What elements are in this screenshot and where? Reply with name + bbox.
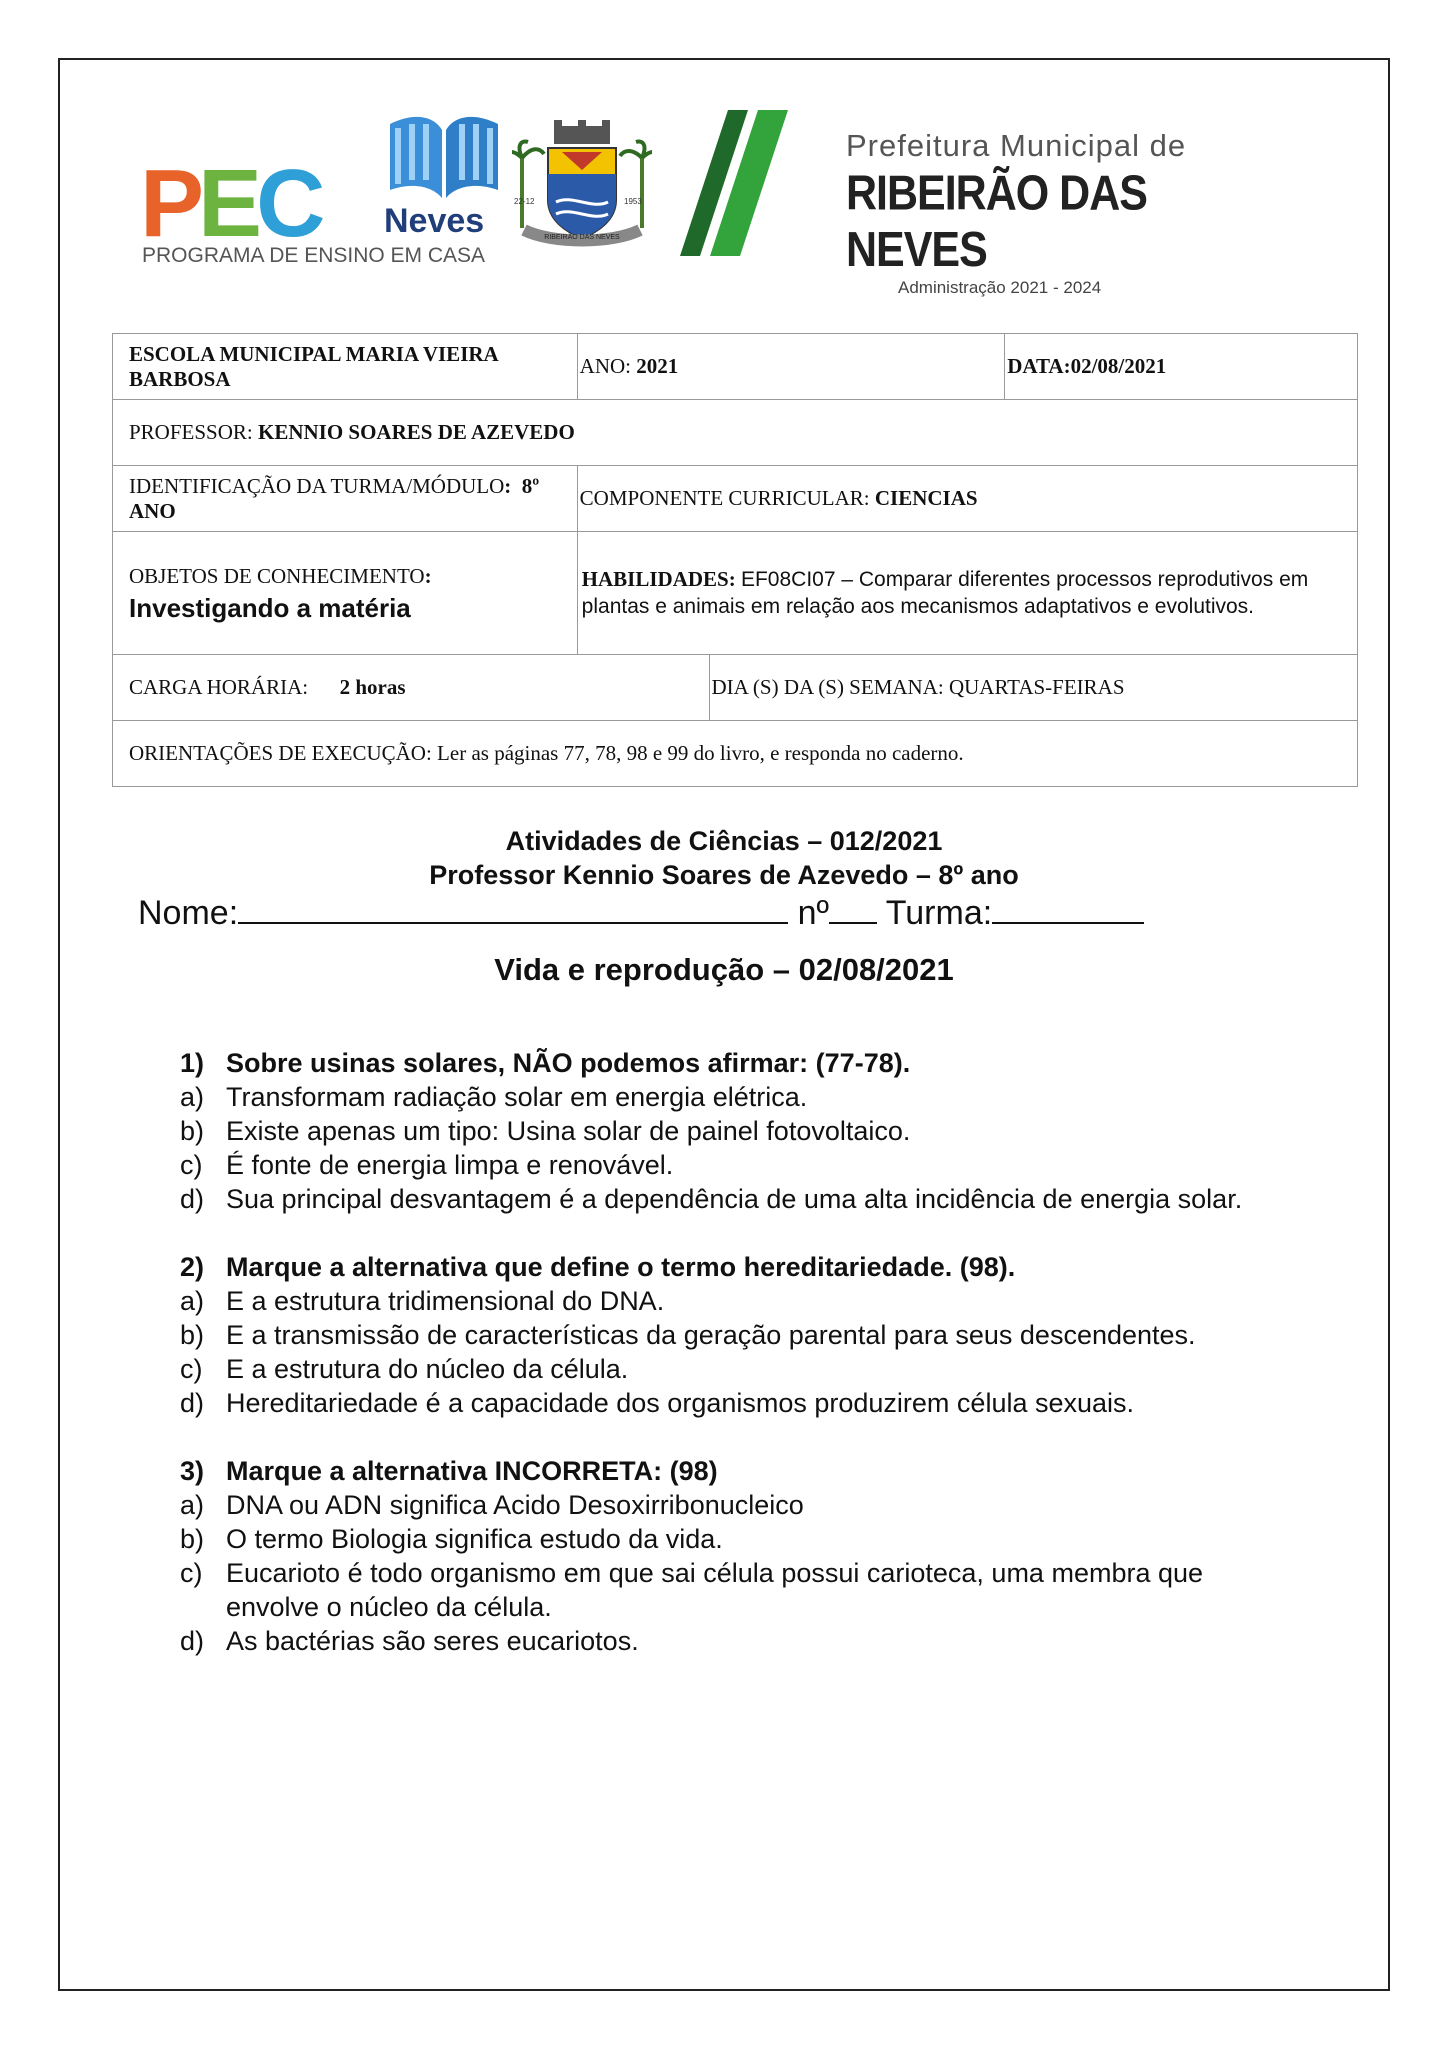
option-item (180, 1386, 1340, 1420)
pec-letter-e: E (198, 150, 257, 257)
question-number: 2) (180, 1252, 205, 1282)
activity-title: Atividades de Ciências – 012/2021 (505, 826, 943, 856)
pec-neves-text: Neves (384, 202, 485, 240)
date-cell: DATA:02/08/2021 (1005, 334, 1358, 400)
weekday-cell: DIA (S) DA (S) SEMANA: QUARTAS-FEIRAS (709, 655, 1357, 721)
questions-list (180, 1046, 1340, 1692)
option-text: O termo Biologia significa estudo da vida. (226, 1524, 723, 1554)
component-cell (577, 466, 1357, 532)
pec-neves-logo (140, 110, 510, 270)
component-value: CIENCIAS (874, 486, 978, 510)
workload-value: 2 horas (339, 675, 406, 699)
prefeitura-line1: Prefeitura Municipal de (846, 128, 1187, 163)
option-text: E a estrutura do núcleo da célula. (226, 1354, 629, 1384)
option-item (180, 1080, 1340, 1114)
class-cell (113, 466, 578, 532)
option-text: DNA ou ADN significa Acido Desoxirribonucleico (226, 1490, 804, 1520)
green-stripes-logo (680, 106, 790, 256)
option-letter: a) (180, 1082, 205, 1112)
knowledge-label: OBJETOS DE CONHECIMENTO (129, 564, 425, 588)
option-letter: b) (180, 1116, 205, 1146)
question-3 (180, 1454, 1340, 1658)
option-text: É fonte de energia limpa e renovável. (226, 1150, 674, 1180)
option-text: Hereditariedade é a capacidade dos organismos produzirem célula sexuais. (226, 1388, 1135, 1418)
option-text: Existe apenas um tipo: Usina solar de painel fotovoltaico. (226, 1116, 911, 1146)
skills-label: HABILIDADES: (581, 567, 736, 591)
info-row-teacher (113, 400, 1358, 466)
school-name: ESCOLA MUNICIPAL MARIA VIEIRA BARBOSA (113, 334, 578, 400)
crest-text-bottom: RIBEIRÃO DAS NEVES (544, 234, 620, 241)
option-item (180, 1148, 1340, 1182)
workload-cell (113, 655, 710, 721)
question-number: 1) (180, 1048, 205, 1078)
option-text: E a transmissão de características da geração parental para seus descendentes. (226, 1320, 1196, 1350)
option-item (180, 1114, 1340, 1148)
workload-label: CARGA HORÁRIA: (129, 675, 309, 699)
name-blank[interactable] (238, 892, 788, 924)
question-number: 3) (180, 1456, 205, 1486)
option-text: Eucarioto é todo organismo em que sai célula possui carioteca, uma membra que envolve o núcleo da célula. (226, 1558, 1204, 1622)
prefeitura-line3: Administração 2021 - 2024 (898, 278, 1102, 297)
option-letter: c) (180, 1558, 203, 1588)
option-letter: b) (180, 1320, 205, 1350)
info-row-class (113, 466, 1358, 532)
option-item (180, 1352, 1340, 1386)
knowledge-colon: : (424, 564, 432, 588)
info-row-instructions (113, 721, 1358, 787)
number-blank[interactable] (829, 892, 877, 924)
info-table (112, 333, 1358, 787)
question-2 (180, 1250, 1340, 1420)
pec-letter-p: P (140, 150, 199, 257)
option-text: E a estrutura tridimensional do DNA. (226, 1286, 665, 1316)
question-1 (180, 1046, 1340, 1216)
option-text: Sua principal desvantagem é a dependência de uma alta incidência de energia solar. (226, 1184, 1243, 1214)
question-header (180, 1250, 1340, 1284)
option-text: Transformam radiação solar em energia elétrica. (226, 1082, 808, 1112)
question-text: Marque a alternativa INCORRETA: (98) (226, 1456, 718, 1486)
option-item (180, 1522, 1340, 1556)
teacher-label: PROFESSOR: (129, 420, 258, 444)
name-label: Nome: (138, 894, 239, 932)
main-title: Vida e reprodução – 02/08/2021 (494, 952, 954, 987)
prefeitura-logo (846, 128, 1206, 298)
year-cell (577, 334, 1005, 400)
question-text: Sobre usinas solares, NÃO podemos afirmar: (77-78). (226, 1048, 911, 1078)
prefeitura-line2: RIBEIRÃO DAS NEVES (846, 166, 1147, 278)
skills-value: EF08CI07 – Comparar diferentes processos reprodutivos em plantas e animais em relação aos mecanismos adaptativos e evolutivos. (581, 568, 1309, 618)
crest-text-right: 1953 (624, 197, 642, 206)
skills-cell (577, 532, 1357, 655)
option-item (180, 1624, 1340, 1658)
teacher-subtitle: Professor Kennio Soares de Azevedo – 8º ano (429, 860, 1019, 890)
option-item (180, 1556, 1340, 1624)
class-colon: : (504, 473, 512, 498)
option-letter: c) (180, 1150, 203, 1180)
class-label: IDENTIFICAÇÃO DA TURMA/MÓDULO (129, 473, 505, 498)
question-header (180, 1454, 1340, 1488)
book-icon (384, 110, 504, 202)
option-text: As bactérias são seres eucariotos. (226, 1626, 639, 1656)
teacher-cell (113, 400, 1358, 466)
class-blank[interactable] (992, 892, 1144, 924)
option-item (180, 1488, 1340, 1522)
class-field-label: Turma: (885, 894, 993, 932)
year-value: 2021 (636, 354, 679, 378)
info-row-workload (113, 655, 1358, 721)
option-letter: d) (180, 1388, 205, 1418)
pec-letter-c: C (256, 150, 320, 257)
option-letter: a) (180, 1490, 205, 1520)
option-letter: a) (180, 1286, 205, 1316)
component-label: COMPONENTE CURRICULAR: (579, 486, 875, 510)
option-item (180, 1182, 1340, 1216)
municipal-crest-icon (512, 118, 652, 248)
crest-text-left: 22-12 (514, 197, 535, 206)
knowledge-value: Investigando a matéria (129, 593, 411, 623)
option-item (180, 1284, 1340, 1318)
option-item (180, 1318, 1340, 1352)
student-fields-line (138, 892, 1144, 933)
option-letter: d) (180, 1184, 205, 1214)
info-row-knowledge (113, 532, 1358, 655)
option-letter: c) (180, 1354, 203, 1384)
header-logos (140, 100, 1200, 297)
year-label: ANO: (579, 354, 637, 378)
question-header (180, 1046, 1340, 1080)
option-letter: d) (180, 1626, 205, 1656)
pec-subtitle: PROGRAMA DE ENSINO EM CASA (142, 244, 486, 267)
number-label: nº (797, 894, 829, 932)
pec-letters (140, 150, 320, 257)
instructions-cell: ORIENTAÇÕES DE EXECUÇÃO: Ler as páginas 77, 78, 98 e 99 do livro, e responda no caderno. (113, 721, 1358, 787)
teacher-value: KENNIO SOARES DE AZEVEDO (257, 420, 575, 444)
class-value: 8º ANO (129, 473, 540, 523)
question-text: Marque a alternativa que define o termo hereditariedade. (98). (226, 1252, 1016, 1282)
knowledge-cell (113, 532, 578, 655)
info-row-school (113, 334, 1358, 400)
option-letter: b) (180, 1524, 205, 1554)
